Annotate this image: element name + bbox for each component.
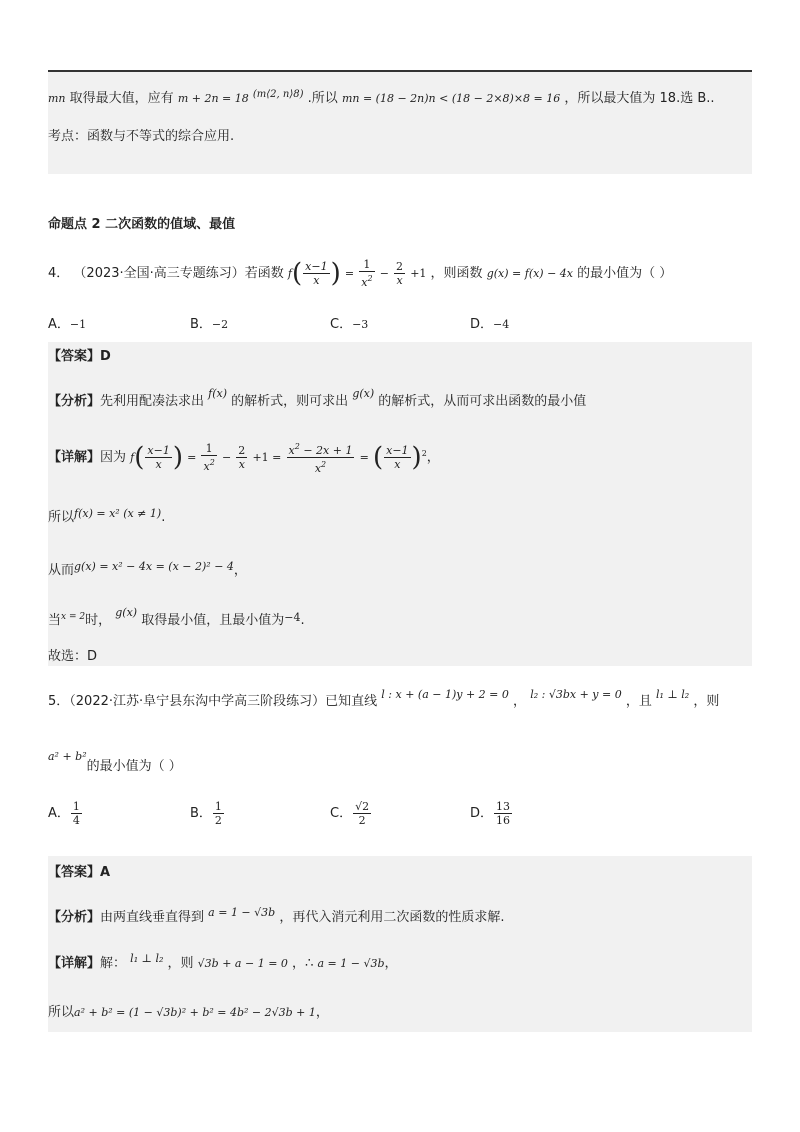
q4-step-2: 所以$^{f(x) = x^2 (x \ne 1)}$. [48,507,166,525]
q4-option-d[interactable]: D．−4 [470,317,510,332]
q5-option-c[interactable]: C． $\frac{√2}{2}$ [330,800,370,827]
q4-option-c[interactable]: C．−3 [330,317,369,332]
q5-stem: 5．（2022·江苏·阜宁县东沟中学高三阶段练习）已知直线 $^{l : x + (a - 1)y + 2 = 0}$ ， $^{l_2 : √3bx + y = 0}$ ，且 $^{l_1 \perp l_2}$ ，则 [48,688,720,709]
kaodian-line: 考点：函数与不等式的综合应用. [48,129,235,144]
prev-line-1: mn 取得最大值，应有 m + 2n = 18 $^{(m⟨2, n⟩8)}$ .所以 mn = (18 − 2n)n < (18 − 2×8)×8 = 16 ，所以最大值为 18.选 B.. [48,89,715,106]
q4-step-3: 从而$^{g(x) = x^2 - 4x = (x - 2)^2 - 4}$， [48,560,247,578]
q4-option-b[interactable]: B．−2 [190,317,229,332]
q5-final: 所以a² + b² = (1 − √3b)² + b² = 4b² − 2√3b + 1， [48,1005,329,1020]
q4-detail: 【详解】因为 f( $\frac{x-1}{x}$ ) = $\frac{1}{x^2}$ − $\frac{2}{x}$ +1 = $\frac{x^2 - 2x + 1}{x^2}$ = ( $\frac{x-1}{x}$ )$^2$， [48,442,440,475]
q4-option-a[interactable]: A．−1 [48,317,87,332]
frac: $\frac{x-1}{x}$ [305,260,328,287]
q5-stem-2: $^{a^2 + b^2}$的最小值为（ ） [48,750,182,774]
q4-step-4: 当$^{x = 2}$时， $^{g(x)}$ 取得最小值，且最小值为$^{-4}$. [48,606,305,628]
q5-option-d[interactable]: D． $\frac{13}{16}$ [470,800,511,827]
q5-analysis: 【分析】由两直线垂直得到 $^{a = 1 - √3b}$ ，再代入消元利用二次函数的性质求解. [48,906,505,925]
q5-answer: 【答案】A [48,865,111,880]
q5-detail: 【详解】解： $^{l_1 \perp l_2}$ ，则 √3b + a − 1 = 0 ，∴ a = 1 − √3b， [48,952,398,971]
q4-stem: 4． （2023·全国·高三专题练习）若函数 f( $\frac{x-1}{x}$ ) = $\frac{1}{x^2}$ − $\frac{2}{x}$ +1 ，则函数 g(x) = f(x) − 4x 的最小值为（ ） [48,258,673,289]
q4-answer: 【答案】D [48,349,111,364]
q5-option-b[interactable]: B． $\frac{1}{2}$ [190,800,222,827]
math-mn: mn [48,92,66,105]
q5-option-a[interactable]: A． $\frac{1}{4}$ [48,800,80,827]
q4-analysis: 【分析】先利用配凑法求出 $^{f(x)}$ 的解析式，则可求出 $^{g(x)}$ 的解析式，从而可求出函数的最小值 [48,387,587,409]
section-title: 命题点 2 二次函数的值域、最值 [48,217,236,232]
q4-conclusion: 故选：D [48,649,98,664]
